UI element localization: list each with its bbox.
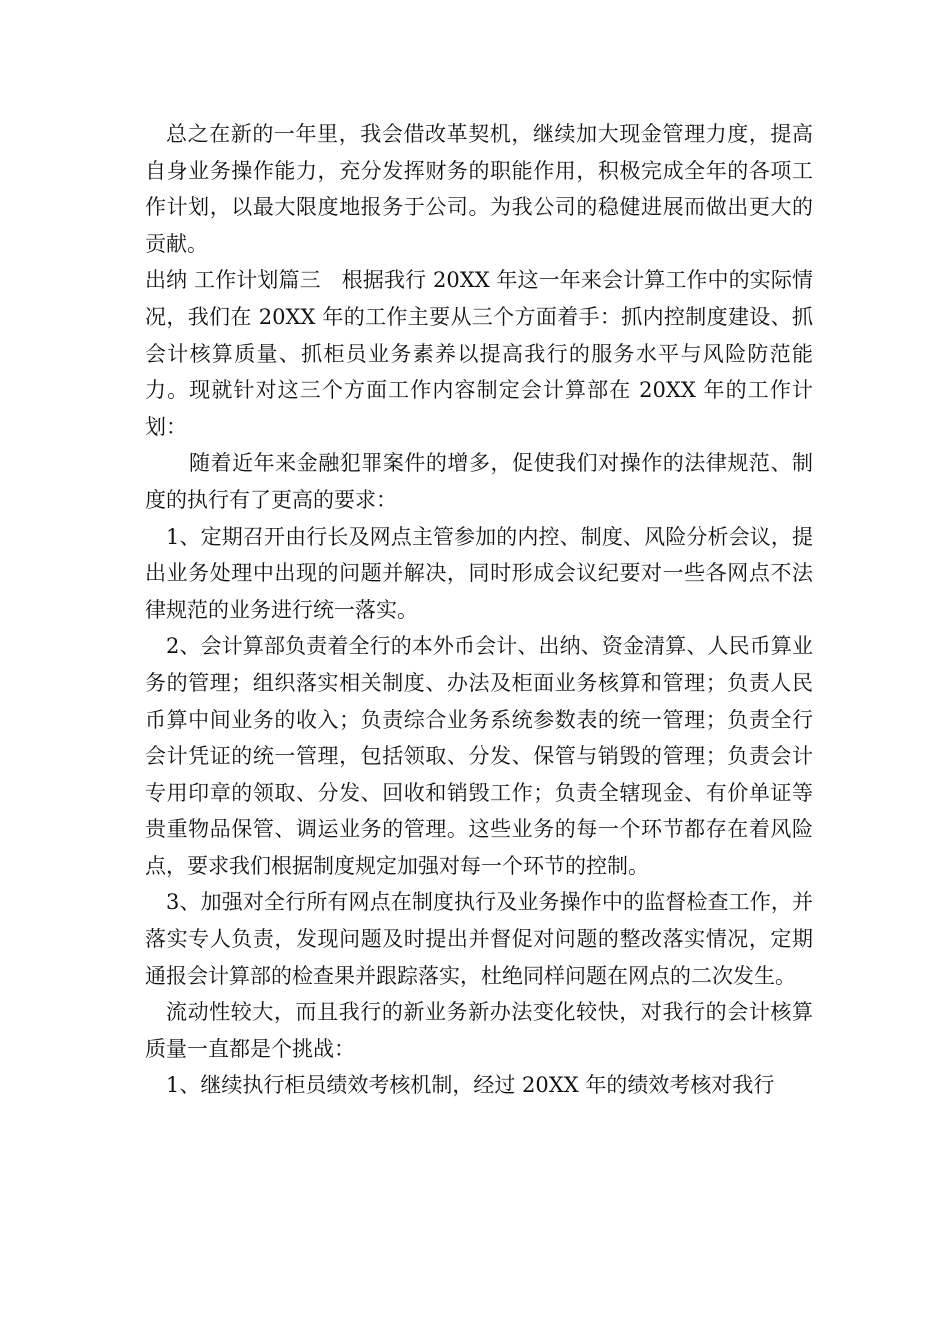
paragraph-summary: 总之在新的一年里，我会借改革契机，继续加大现金管理力度，提高自身业务操作能力，充分发挥财务的职能作用，积极完成全年的各项工作计划，以最大限度地报务于公司。为我公司的稳健进展而做出更大的贡献。 <box>145 122 813 256</box>
paragraph-liquidity: 流动性较大，而且我行的新业务新办法变化较快，对我行的会计核算质量一直都是个挑战： <box>145 1000 813 1061</box>
paragraph-item-2: 2、会计算部负责着全行的本外币会计、出纳、资金清算、人民币算业务的管理；组织落实相关制度、办法及柜面业务核算和管理；负责人民币算中间业务的收入；负责综合业务系统参数表的统一管理；负责全行会计凭证的统一管理，包括领取、分发、保管与销毁的管理；负责会计专用印章的领取、分发、回收和销毁工作；负责全辖现金、有价单证等贵重物品保管、调运业务的管理。这些业务的每一个环节都存在着风险点，要求我们根据制度规定加强对每一个环节的控制。 <box>145 634 813 878</box>
paragraph-item-1: 1、定期召开由行长及网点主管参加的内控、制度、风险分析会议，提出业务处理中出现的问题并解决，同时形成会议纪要对一些各网点不法律规范的业务进行统一落实。 <box>145 524 813 622</box>
paragraph-item-3: 3、加强对全行所有网点在制度执行及业务操作中的监督检查工作，并落实专人负责，发现问题及时提出并督促对问题的整改落实情况，定期通报会计算部的检查果并跟踪落实，杜绝同样问题在网点的二次发生。 <box>145 890 813 988</box>
paragraph-plan-intro: 出纳 工作计划篇三 根据我行 20XX 年这一年来会计算工作中的实际情况，我们在 20XX 年的工作主要从三个方面着手：抓内控制度建设、抓会计核算质量、抓柜员业务素养以提高我行的服务水平与风险防范能力。现就针对这三个方面工作内容制定会计算部在 20XX 年的工作计划： <box>145 268 813 439</box>
document-body <box>145 116 813 1104</box>
paragraph-financial-crime: 随着近年来金融犯罪案件的增多，促使我们对操作的法律规范、制度的执行有了更高的要求： <box>145 451 813 512</box>
paragraph-quality-item-1: 1、继续执行柜员绩效考核机制，经过 20XX 年的绩效考核对我行 <box>166 1073 775 1098</box>
